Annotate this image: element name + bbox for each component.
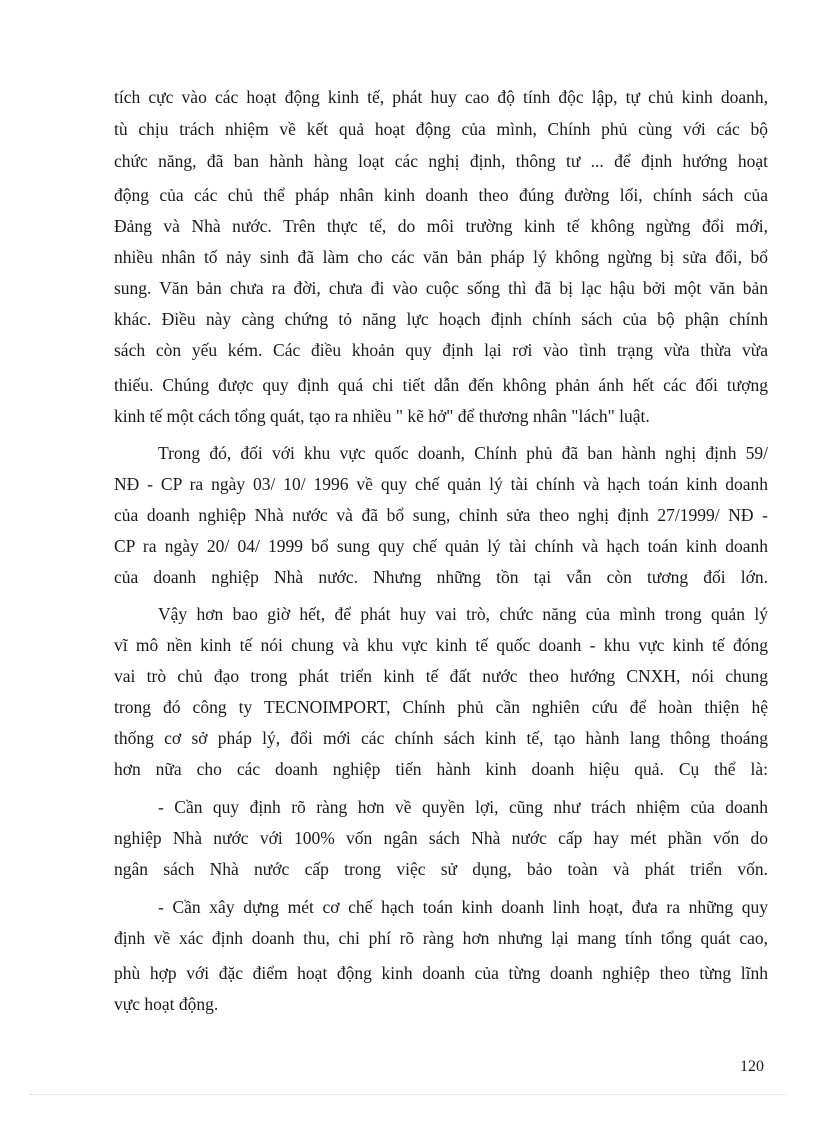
text-line-2: tù chịu trách nhiệm về kết quả hoạt động của mình, Chính phủ cùng với các bộ (114, 119, 768, 139)
text-line-11: kinh tế một cách tổng quát, tạo ra nhiều " kẽ hở" để thương nhân "lách" luật. (114, 406, 650, 426)
text-line-22: hơn nữa cho các doanh nghiệp tiến hành kinh doanh hiệu quả. Cụ thể là: (114, 759, 768, 779)
page-divider (30, 1094, 786, 1095)
text-line-5: Đảng và Nhà nước. Trên thực tế, do môi trường kinh tế không ngừng đổi mới, (114, 216, 768, 236)
text-line-21: thống cơ sở pháp lý, đổi mới các chính sách kinh tế, tạo hành lang thông thoáng (114, 728, 768, 748)
text-line-7: sung. Văn bản chưa ra đời, chưa đi vào cuộc sống thì đã bị lạc hậu bởi một văn bản (114, 278, 768, 298)
text-line-6: nhiều nhân tố nảy sinh đã làm cho các văn bản pháp lý không ngừng bị sửa đổi, bổ (114, 247, 768, 267)
text-line-20: trong đó công ty TECNOIMPORT, Chính phủ cần nghiên cứu để hoàn thiện hệ (114, 697, 768, 717)
text-line-23: - Cần quy định rõ ràng hơn về quyền lợi, cũng như trách nhiệm của doanh (158, 797, 768, 817)
text-line-8: khác. Điều này càng chứng tỏ năng lực hoạch định chính sách của bộ phận chính (114, 309, 768, 329)
text-line-25: ngân sách Nhà nước cấp trong việc sử dụng, bảo toàn và phát triển vốn. (114, 859, 768, 879)
page-number: 120 (740, 1058, 764, 1075)
text-line-14: của doanh nghiệp Nhà nước và đã bổ sung, chỉnh sửa theo nghị định 27/1999/ NĐ - (114, 505, 768, 525)
text-line-12: Trong đó, đối với khu vực quốc doanh, Chính phủ đã ban hành nghị định 59/ (158, 443, 768, 463)
text-line-10: thiếu. Chúng được quy định quá chi tiết dẫn đến không phản ánh hết các đối tượng (114, 375, 768, 395)
text-line-15: CP ra ngày 20/ 04/ 1999 bổ sung quy chế quản lý tài chính và hạch toán kinh doanh (114, 536, 768, 556)
text-line-18: vĩ mô nền kinh tế nói chung và khu vực kinh tế quốc doanh - khu vực kinh tế đóng (114, 635, 768, 655)
text-line-13: NĐ - CP ra ngày 03/ 10/ 1996 về quy chế quản lý tài chính và hạch toán kinh doanh (114, 474, 768, 494)
text-line-28: phù hợp với đặc điểm hoạt động kinh doanh của từng doanh nghiệp theo từng lĩnh (114, 963, 768, 983)
text-line-1: tích cực vào các hoạt động kinh tế, phát huy cao độ tính độc lập, tự chủ kinh doanh, (114, 87, 768, 107)
text-line-16: của doanh nghiệp Nhà nước. Nhưng những tồn tại vẫn còn tương đối lớn. (114, 567, 768, 587)
text-line-17: Vậy hơn bao giờ hết, để phát huy vai trò, chức năng của mình trong quản lý (158, 604, 768, 624)
text-line-24: nghiệp Nhà nước với 100% vốn ngân sách Nhà nước cấp hay mét phần vốn do (114, 828, 768, 848)
text-line-26: - Cần xây dựng mét cơ chế hạch toán kinh doanh linh hoạt, đưa ra những quy (158, 897, 768, 917)
text-line-3: chức năng, đã ban hành hàng loạt các nghị định, thông tư ... để định hướng hoạt (114, 151, 768, 171)
text-line-29: vực hoạt động. (114, 994, 219, 1014)
text-line-9: sách còn yếu kém. Các điều khoản quy định lại rơi vào tình trạng vừa thừa vừa (114, 340, 768, 360)
text-line-27: định về xác định doanh thu, chi phí rõ ràng hơn nhưng lại mang tính tổng quát cao, (114, 928, 768, 948)
text-line-4: động của các chủ thể pháp nhân kinh doanh theo đúng đường lối, chính sách của (114, 185, 768, 205)
text-line-19: vai trò chủ đạo trong phát triển kinh tế đất nước theo hướng CNXH, nói chung (114, 666, 768, 686)
